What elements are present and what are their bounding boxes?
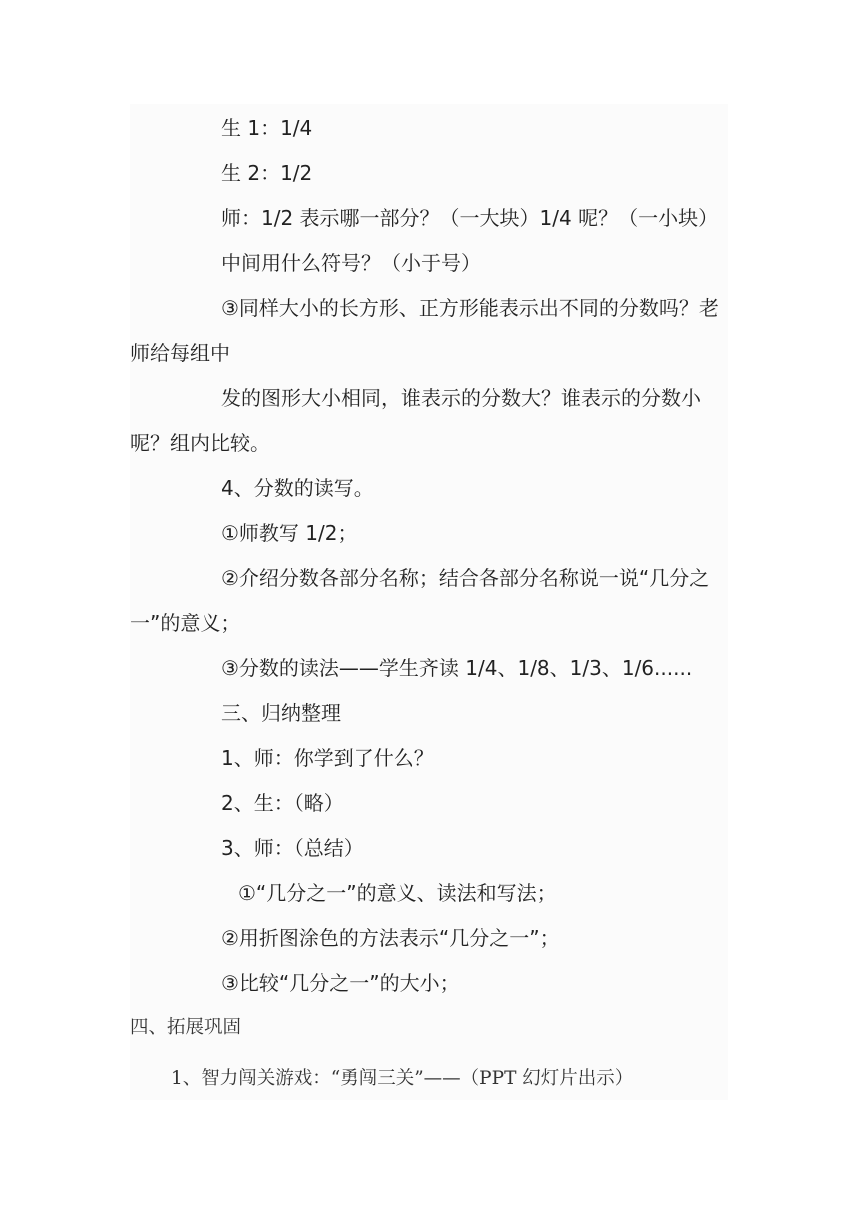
paragraph-line: 中间用什么符号？（小于号） <box>221 251 481 275</box>
paragraph-line: 发的图形大小相同，谁表示的分数大？谁表示的分数小 <box>221 386 701 410</box>
paragraph-line: 一”的意义； <box>130 611 241 635</box>
section-heading: 四、拓展巩固 <box>130 1017 242 1038</box>
paragraph-line: ②用折图涂色的方法表示“几分之一”； <box>221 926 560 950</box>
paragraph-line: 4、分数的读写。 <box>221 476 374 500</box>
paragraph-line: 1、师：你学到了什么？ <box>221 746 434 770</box>
paragraph-line: ③比较“几分之一”的大小； <box>221 971 460 995</box>
paragraph-line: ③同样大小的长方形、正方形能表示出不同的分数吗？老 <box>221 296 719 320</box>
paragraph-line: 呢？组内比较。 <box>130 431 270 455</box>
paragraph-line: 2、生：（略） <box>221 791 344 815</box>
section-heading: 三、归纳整理 <box>221 701 341 725</box>
paragraph-line: 师给每组中 <box>130 341 230 365</box>
paragraph-line: 生 2：1/2 <box>221 161 313 185</box>
paragraph-line: ②介绍分数各部分名称；结合各部分名称说一说“几分之 <box>221 566 710 590</box>
paragraph-line: 3、师：（总结） <box>221 836 364 860</box>
paragraph-line: ①师教写 1/2； <box>221 521 358 545</box>
paragraph-line: ①“几分之一”的意义、读法和写法； <box>238 881 557 905</box>
paragraph-line: 师：1/2 表示哪一部分？（一大块）1/4 呢？（一小块） <box>221 206 719 230</box>
paragraph-line: 1、智力闯关游戏：“勇闯三关”——（PPT 幻灯片出示） <box>171 1068 634 1089</box>
paragraph-line: 生 1：1/4 <box>221 116 313 140</box>
paragraph-line: ③分数的读法——学生齐读 1/4、1/8、1/3、1/6...... <box>221 656 693 680</box>
